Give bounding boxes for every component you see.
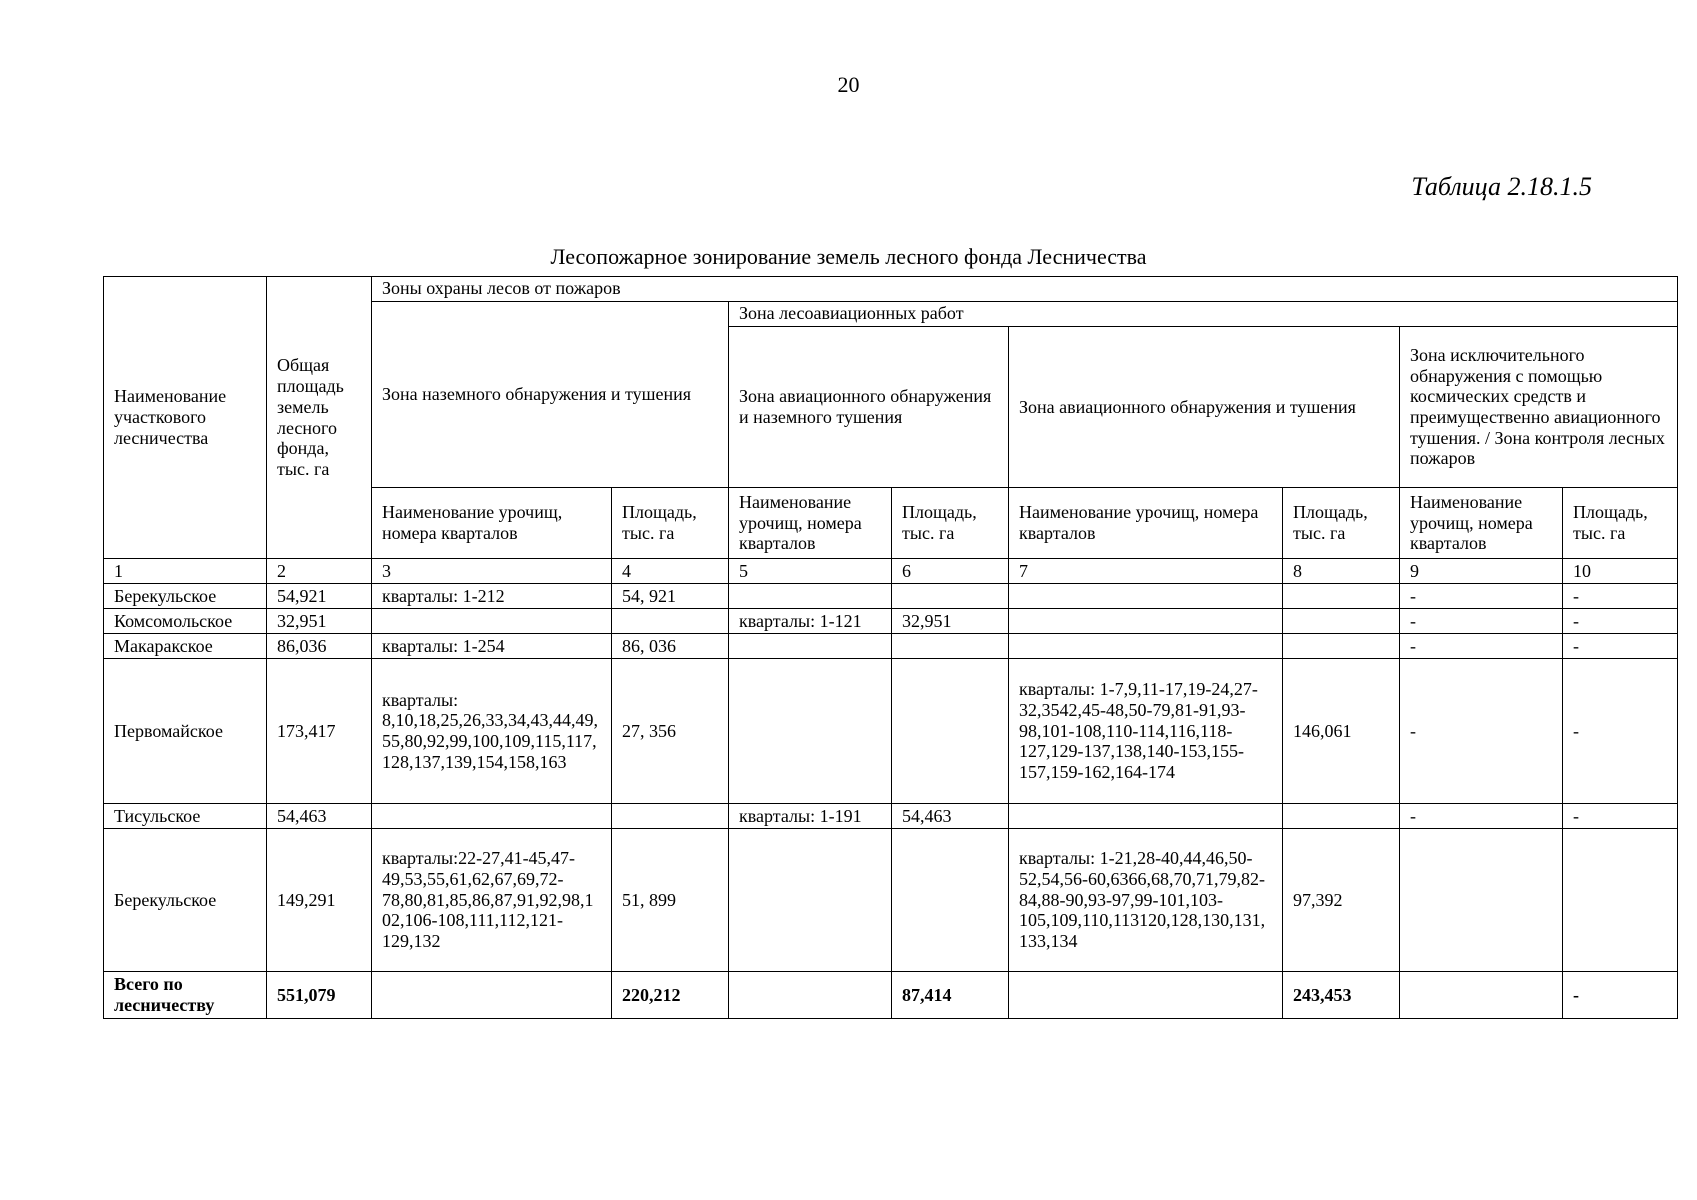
table-cell: кварталы: 1-121 (729, 609, 892, 634)
total-cell (372, 972, 612, 1019)
subheader-name-4: Наименование урочищ, номера кварталов (1400, 488, 1563, 559)
table-cell: 86, 036 (612, 634, 729, 659)
table-cell: кварталы: 1-254 (372, 634, 612, 659)
table-cell (729, 634, 892, 659)
fire-zoning-table (103, 276, 1678, 1019)
table-cell (1283, 609, 1400, 634)
table-cell: - (1563, 804, 1678, 829)
table-cell: 54,921 (267, 584, 372, 609)
subheader-name-3: Наименование урочищ, номера кварталов (1009, 488, 1283, 559)
column-number: 7 (1009, 559, 1283, 584)
table-cell: - (1400, 804, 1563, 829)
column-number: 8 (1283, 559, 1400, 584)
table-cell: Берекульское (104, 829, 267, 972)
table-row (104, 609, 1678, 634)
table-cell: 86,036 (267, 634, 372, 659)
table-cell: - (1400, 659, 1563, 804)
total-row (104, 972, 1678, 1019)
total-cell: Всего по лесничеству (104, 972, 267, 1019)
total-cell: 220,212 (612, 972, 729, 1019)
table-row (104, 829, 1678, 972)
table-cell (612, 804, 729, 829)
table-cell (892, 659, 1009, 804)
table-cell: 32,951 (267, 609, 372, 634)
table-cell: - (1400, 634, 1563, 659)
table-cell: - (1563, 609, 1678, 634)
table-cell (1009, 634, 1283, 659)
header-total-area: Общая площадь земель лесного фонда, тыс. га (267, 277, 372, 559)
table-cell: кварталы: 1-191 (729, 804, 892, 829)
table-row (104, 634, 1678, 659)
header-aviation-works-zone: Зона лесоавиационных работ (729, 302, 1678, 327)
subheader-area-4: Площадь, тыс. га (1563, 488, 1678, 559)
table-cell: кварталы: 1-212 (372, 584, 612, 609)
table-cell (1563, 829, 1678, 972)
table-cell: - (1563, 634, 1678, 659)
table-cell (892, 829, 1009, 972)
table-cell (612, 609, 729, 634)
table-cell: 54,463 (267, 804, 372, 829)
column-number: 2 (267, 559, 372, 584)
table-cell (729, 829, 892, 972)
table-cell (729, 584, 892, 609)
total-cell: 87,414 (892, 972, 1009, 1019)
subheader-area-2: Площадь, тыс. га (892, 488, 1009, 559)
table-cell (1009, 804, 1283, 829)
table-cell: кварталы: 8,10,18,25,26,33,34,43,44,49,55,80,92,99,100,109,115,117,128,137,139,154,158,163 (372, 659, 612, 804)
subheader-area-3: Площадь, тыс. га (1283, 488, 1400, 559)
subheader-name-2: Наименование урочищ, номера кварталов (729, 488, 892, 559)
table-cell: 27, 356 (612, 659, 729, 804)
header-forestry-name: Наименование участкового лесничества (104, 277, 267, 559)
table-row (104, 659, 1678, 804)
table-title: Лесопожарное зонирование земель лесного фонда Лесничества (550, 244, 1147, 269)
table-cell: - (1563, 584, 1678, 609)
table-cell: кварталы: 1-7,9,11-17,19-24,27-32,3542,45-48,50-79,81-91,93-98,101-108,110-114,116,118-127,129-137,138,140-153,155-157,159-162,164-174 (1009, 659, 1283, 804)
table-cell: 51, 899 (612, 829, 729, 972)
header-aviation-full-zone: Зона авиационного обнаружения и тушения (1009, 327, 1400, 488)
header-ground-zone: Зона наземного обнаружения и тушения (372, 302, 729, 488)
total-cell: 243,453 (1283, 972, 1400, 1019)
table-cell: - (1563, 659, 1678, 804)
table-cell (1400, 829, 1563, 972)
table-cell (729, 659, 892, 804)
table-cell (892, 634, 1009, 659)
table-cell: Макаракское (104, 634, 267, 659)
table-cell: 54,463 (892, 804, 1009, 829)
table-cell: кварталы: 1-21,28-40,44,46,50-52,54,56-60,6366,68,70,71,79,82-84,88-90,93-97,99-101,103-105,109,110,113120,128,130,131,133,134 (1009, 829, 1283, 972)
subheader-name-1: Наименование урочищ, номера кварталов (372, 488, 612, 559)
column-number: 5 (729, 559, 892, 584)
table-cell (372, 804, 612, 829)
table-cell: Берекульское (104, 584, 267, 609)
table-cell (1009, 584, 1283, 609)
table-cell (1283, 634, 1400, 659)
table-cell (1009, 609, 1283, 634)
table-cell: кварталы:22-27,41-45,47-49,53,55,61,62,67,69,72-78,80,81,85,86,87,91,92,98,102,106-108,111,112,121-129,132 (372, 829, 612, 972)
table-cell: 173,417 (267, 659, 372, 804)
table-cell (1283, 584, 1400, 609)
total-cell (729, 972, 892, 1019)
table-cell: 97,392 (1283, 829, 1400, 972)
table-cell: - (1400, 584, 1563, 609)
page-number: 20 (837, 72, 860, 97)
subheader-area-1: Площадь, тыс. га (612, 488, 729, 559)
table-cell: 146,061 (1283, 659, 1400, 804)
table-row (104, 804, 1678, 829)
total-cell (1400, 972, 1563, 1019)
header-aviation-ground-zone: Зона авиационного обнаружения и наземного тушения (729, 327, 1009, 488)
table-cell: Комсомольское (104, 609, 267, 634)
table-row (104, 584, 1678, 609)
column-number: 1 (104, 559, 267, 584)
header-protection-zones: Зоны охраны лесов от пожаров (372, 277, 1678, 302)
table-cell: 149,291 (267, 829, 372, 972)
total-cell (1009, 972, 1283, 1019)
column-number: 3 (372, 559, 612, 584)
column-number: 6 (892, 559, 1009, 584)
table-cell (372, 609, 612, 634)
total-cell: - (1563, 972, 1678, 1019)
table-cell (892, 584, 1009, 609)
column-numbers-row (104, 559, 1678, 584)
header-space-zone: Зона исключительного обнаружения с помощью космических средств и преимущественно авиационного тушения. / Зона контроля лесных пожаров (1400, 327, 1678, 488)
column-number: 9 (1400, 559, 1563, 584)
table-cell: Первомайское (104, 659, 267, 804)
table-cell: 54, 921 (612, 584, 729, 609)
column-number: 10 (1563, 559, 1678, 584)
table-cell: 32,951 (892, 609, 1009, 634)
table-cell: Тисульское (104, 804, 267, 829)
table-label: Таблица 2.18.1.5 (1411, 172, 1592, 201)
table-cell (1283, 804, 1400, 829)
column-number: 4 (612, 559, 729, 584)
total-cell: 551,079 (267, 972, 372, 1019)
table-cell: - (1400, 609, 1563, 634)
